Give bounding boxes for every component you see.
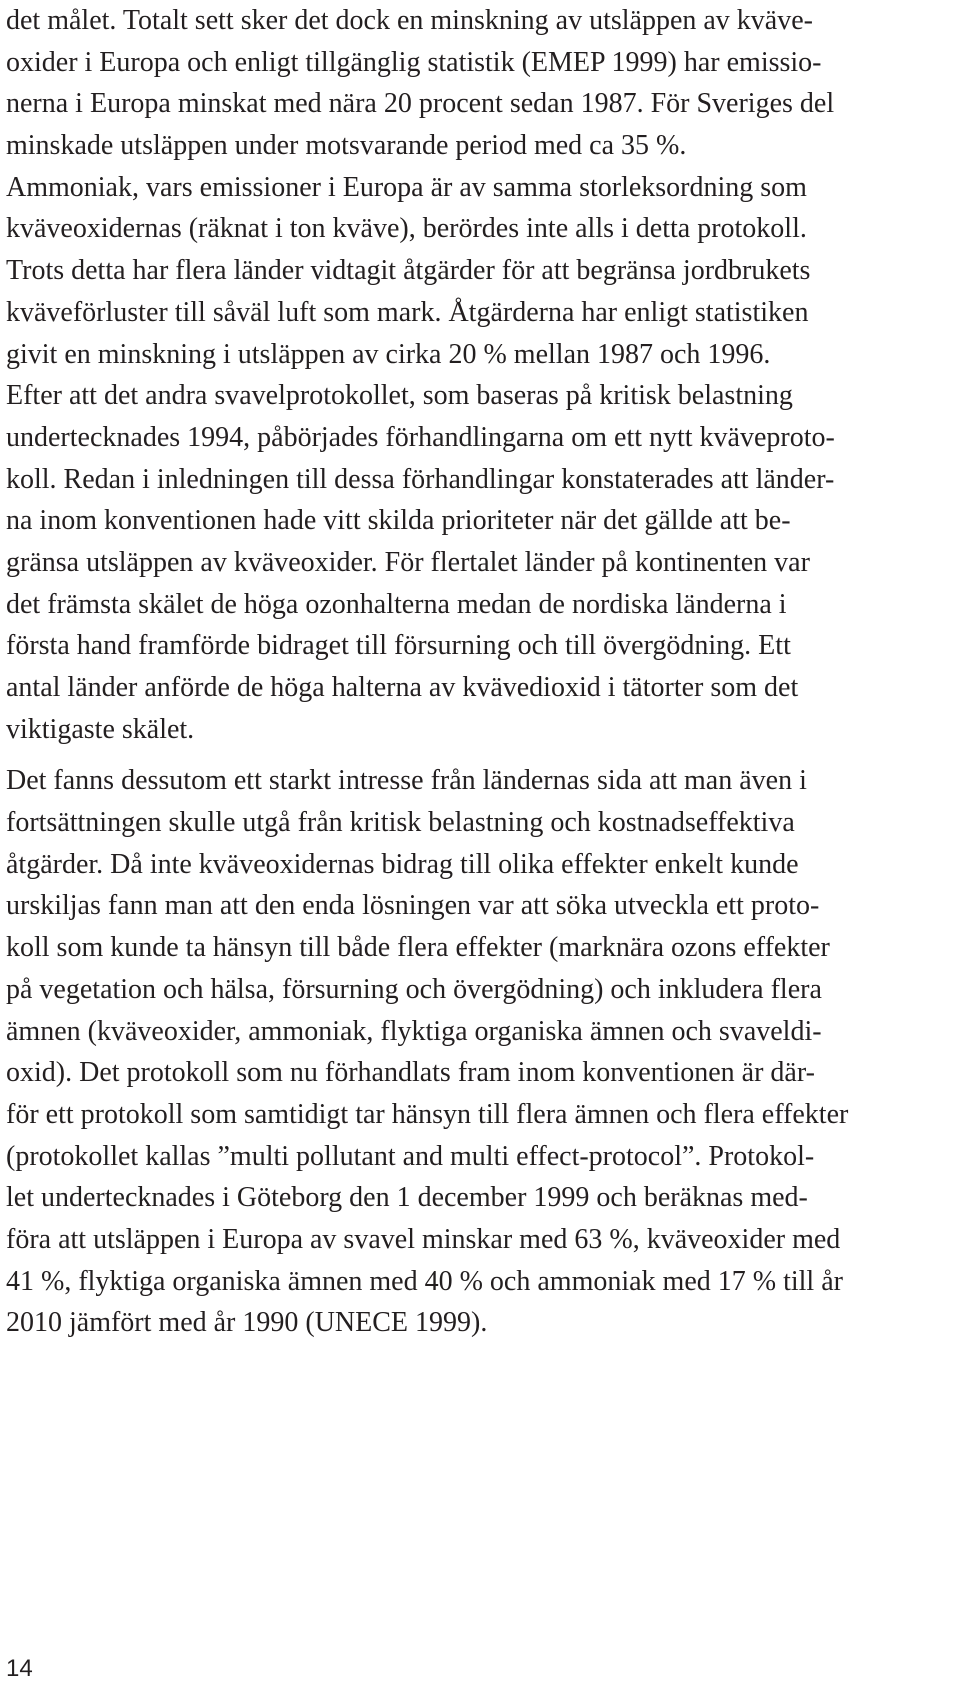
text-line: oxid). Det protokoll som nu förhandlats fram inom konventionen är där- [6,1057,815,1089]
text-line: Trots detta har flera länder vidtagit åtgärder för att begränsa jordbrukets [6,255,811,287]
text-line: första hand framförde bidraget till försurning och till övergödning. Ett [6,630,791,662]
text-line: urskiljas fann man att den enda lösningen var att söka utveckla ett proto- [6,890,820,922]
text-line: minskade utsläppen under motsvarande period med ca 35 %. [6,130,687,162]
text-line: undertecknades 1994, påbörjades förhandlingarna om ett nytt kväveproto- [6,421,835,453]
text-line: viktigaste skälet. [6,713,195,745]
body-text [6,0,956,1344]
text-line: det främsta skälet de höga ozonhalterna medan de nordiska länderna i [6,588,787,620]
paragraph-1 [6,0,956,750]
text-line: föra att utsläppen i Europa av svavel minskar med 63 %, kväveoxider med [6,1223,841,1255]
text-line: ämnen (kväveoxider, ammoniak, flyktiga organiska ämnen och svaveldi- [6,1015,822,1047]
text-line: gränsa utsläppen av kväveoxider. För flertalet länder på kontinenten var [6,546,810,578]
text-line: (protokollet kallas ”multi pollutant and multi effect-protocol”. Protokol- [6,1140,815,1172]
text-line: na inom konventionen hade vitt skilda prioriteter när det gällde att be- [6,505,791,537]
text-line: nerna i Europa minskat med nära 20 procent sedan 1987. För Sveriges del [6,88,835,120]
document-page [6,0,956,1701]
text-line: oxider i Europa och enligt tillgänglig statistik (EMEP 1999) har emissio- [6,46,822,78]
text-line: 41 %, flyktiga organiska ämnen med 40 % och ammoniak med 17 % till år [6,1265,843,1297]
text-line: givit en minskning i utsläppen av cirka 20 % mellan 1987 och 1996. [6,338,771,370]
paragraph-2 [6,760,956,1344]
text-line: för ett protokoll som samtidigt tar hänsyn till flera ämnen och flera effekter [6,1098,849,1130]
text-line: kväveoxidernas (räknat i ton kväve), berördes inte alls i detta protokoll. [6,213,807,245]
text-line: kväveförluster till såväl luft som mark. Åtgärderna har enligt statistiken [6,296,809,328]
text-line: 2010 jämfört med år 1990 (UNECE 1999). [6,1307,488,1339]
text-line: antal länder anförde de höga halterna av kvävedioxid i tätorter som det [6,672,799,703]
text-line: Det fanns dessutom ett starkt intresse från ländernas sida att man även i [6,765,807,797]
text-line: koll. Redan i inledningen till dessa förhandlingar konstaterades att länder- [6,463,835,495]
text-line: åtgärder. Då inte kväveoxidernas bidrag till olika effekter enkelt kunde [6,848,799,880]
text-line: fortsättningen skulle utgå från kritisk belastning och kostnadseffektiva [6,807,795,839]
text-line: Efter att det andra svavelprotokollet, som baseras på kritisk belastning [6,380,793,412]
text-line: koll som kunde ta hänsyn till både flera effekter (marknära ozons effekter [6,932,830,964]
page-number: 14 [6,1655,33,1682]
text-line: på vegetation och hälsa, försurning och övergödning) och inkludera flera [6,973,822,1005]
text-line: let undertecknades i Göteborg den 1 december 1999 och beräknas med- [6,1182,808,1214]
text-line: Ammoniak, vars emissioner i Europa är av samma storleksordning som [6,171,807,203]
text-line: det målet. Totalt sett sker det dock en minskning av utsläppen av kväve- [6,5,813,36]
paragraph-spacing [6,750,956,760]
